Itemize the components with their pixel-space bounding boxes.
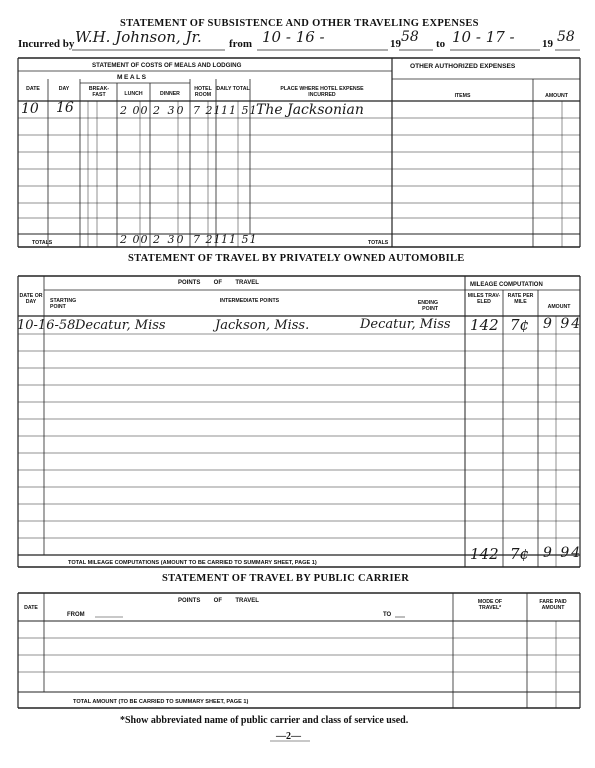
auto-col-inter: INTERMEDIATE POINTS	[219, 298, 280, 304]
auto-points-of-travel: POINTS OF TRAVEL	[178, 280, 259, 286]
from-value: 10 - 16 -	[262, 28, 325, 46]
carrier-points-of-travel: POINTS OF TRAVEL	[178, 598, 259, 604]
meal-row-dinner: 2 30	[153, 104, 186, 117]
other-expenses-title: OTHER AUTHORIZED EXPENSES	[410, 63, 516, 70]
col-daily-header: DAILY TOTAL	[216, 86, 250, 92]
meal-row-hotel: 7 21	[193, 104, 222, 117]
col-breakfast-header: BREAK- FAST	[88, 86, 110, 98]
auto-col-miles: MILES TRAV- ELED	[467, 293, 501, 305]
carrier-to-label: TO	[383, 612, 392, 618]
auto-total-amount: 9 94	[543, 545, 583, 561]
auto-row-miles: 142	[470, 316, 499, 334]
meal-row-daily: 11 51	[221, 104, 258, 117]
form-title: STATEMENT OF SUBSISTENCE AND OTHER TRAVELING EXPENSES	[120, 18, 479, 29]
auto-col-end: ENDING POINT	[417, 300, 438, 312]
meals-totals-label: TOTALS	[32, 240, 53, 246]
meals-header: MEALS	[117, 74, 148, 81]
carrier-col-mode: MODE OF TRAVEL*	[477, 599, 503, 611]
year-value-2: 58	[557, 29, 575, 45]
carrier-col-date: DATE	[24, 605, 38, 611]
auto-col-amount: AMOUNT	[547, 304, 571, 310]
carrier-section-title: STATEMENT OF TRAVEL BY PUBLIC CARRIER	[162, 573, 410, 584]
to-value: 10 - 17 -	[452, 28, 515, 46]
auto-total-rate: 7¢	[510, 545, 530, 563]
auto-row-amount: 9 94	[543, 316, 583, 332]
meals-total-dinner: 2 30	[153, 233, 186, 246]
col-place-header: PLACE WHERE HOTEL EXPENSE INCURRED	[280, 86, 364, 98]
meals-total-daily: 11 51	[221, 233, 258, 246]
meal-row-place: The Jacksonian	[256, 102, 364, 118]
col-dinner-header: DINNER	[160, 91, 180, 97]
year-prefix-1: 19	[390, 38, 401, 50]
meal-row-date: 10	[21, 101, 39, 117]
auto-row-start: Decatur, Miss	[75, 318, 166, 333]
carrier-from-label: FROM	[67, 612, 85, 618]
col-day-header: DAY	[58, 86, 70, 92]
auto-row-inter: Jackson, Miss.	[215, 318, 310, 333]
auto-row-date: 10-16-58	[17, 318, 76, 333]
footer-note: *Show abbreviated name of public carrier and class of service used.	[120, 715, 409, 726]
auto-mileage-computation: MILEAGE COMPUTATION	[470, 282, 543, 288]
to-label: to	[436, 38, 446, 50]
auto-section-title: STATEMENT OF TRAVEL BY PRIVATELY OWNED AUTOMOBILE	[128, 253, 465, 264]
col-date-header: DATE	[26, 86, 40, 92]
auto-col-start: STARTING POINT	[50, 298, 77, 310]
page-number: —2—	[276, 731, 301, 742]
col-amount-header: AMOUNT	[545, 93, 568, 99]
year-value-1: 58	[401, 29, 419, 45]
auto-row-end: Decatur, Miss	[360, 317, 451, 332]
auto-col-date: DATE OR DAY	[19, 293, 43, 305]
carrier-total-label: TOTAL AMOUNT (TO BE CARRIED TO SUMMARY SHEET, PAGE 1)	[73, 699, 249, 705]
col-items-header: ITEMS	[454, 93, 471, 99]
auto-total-miles: 142	[470, 545, 499, 563]
col-hotel-header: HOTEL ROOM	[194, 86, 212, 98]
meals-section-title: STATEMENT OF COSTS OF MEALS AND LODGING	[92, 62, 242, 69]
from-label: from	[229, 38, 253, 50]
auto-total-label: TOTAL MILEAGE COMPUTATIONS (AMOUNT TO BE CARRIED TO SUMMARY SHEET, PAGE 1)	[68, 560, 317, 566]
year-prefix-2: 19	[542, 38, 553, 50]
incurred-by-value: W.H. Johnson, Jr.	[75, 28, 202, 46]
meals-total-lunch: 2 00	[120, 233, 149, 246]
meals-totals-right-label: TOTALS	[368, 240, 389, 246]
col-lunch-header: LUNCH	[124, 91, 143, 97]
auto-col-rate: RATE PER MILE	[507, 293, 534, 305]
meal-row-day: 16	[56, 100, 74, 116]
carrier-col-fare: FARE PAID AMOUNT	[539, 599, 567, 611]
auto-row-rate: 7¢	[510, 316, 530, 334]
meals-total-hotel: 7 21	[193, 233, 222, 246]
meal-row-lunch: 2 00	[120, 104, 149, 117]
incurred-by-label: Incurred by	[18, 38, 75, 50]
